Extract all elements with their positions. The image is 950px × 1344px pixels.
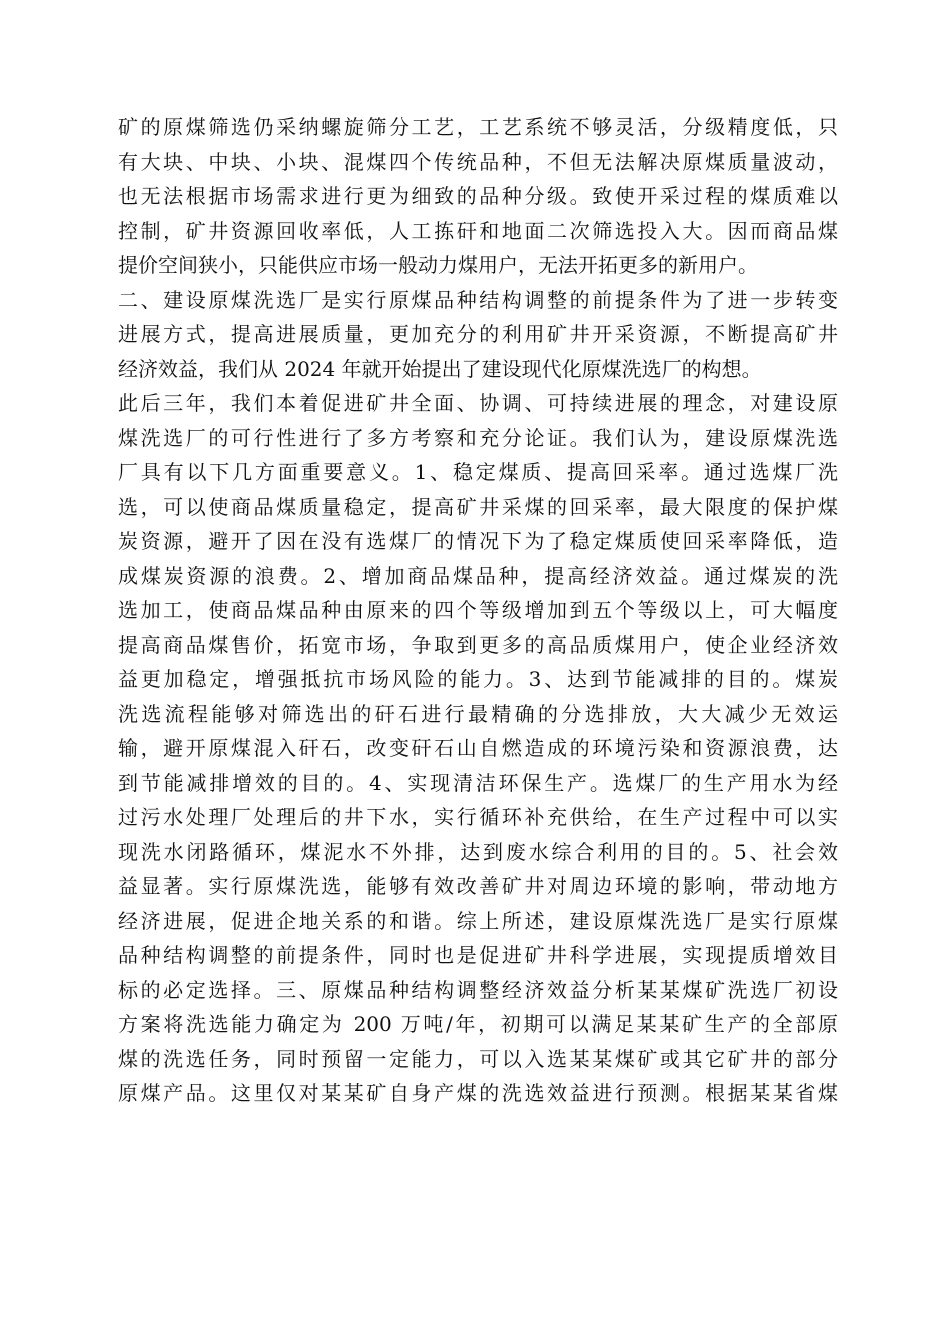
text-line: 选，可以使商品煤质量稳定，提高矿井采煤的回采率，最大限度的保护煤 <box>118 494 838 519</box>
document-body <box>118 110 838 1111</box>
text-line: 进展方式，提高进展质量，更加充分的利用矿井开采资源，不断提高矿井 <box>118 322 838 346</box>
text-line: 煤的洗选任务，同时预留一定能力，可以入选某某煤矿或其它矿井的部分 <box>118 1046 838 1071</box>
text-line: 品种结构调整的前提条件，同时也是促进矿井科学进展，实现提质增效目 <box>118 943 838 967</box>
text-line: 经济进展，促进企地关系的和谐。综上所述，建设原煤洗选厂是实行原煤 <box>118 908 838 933</box>
text-line: 过污水处理厂处理后的井下水，实行循环补充供给，在生产过程中可以实 <box>118 805 838 829</box>
text-line: 二、建设原煤洗选厂是实行原煤品种结构调整的前提条件为了进一步转变 <box>118 287 838 312</box>
text-line: 洗选流程能够对筛选出的矸石进行最精确的分选排放，大大减少无效运 <box>118 701 838 726</box>
text-line: 益更加稳定，增强抵抗市场风险的能力。3、达到节能减排的目的。煤炭 <box>118 667 838 691</box>
text-line: 提高商品煤售价，拓宽市场，争取到更多的高品质煤用户，使企业经济效 <box>118 632 838 657</box>
text-line: 原煤产品。这里仅对某某矿自身产煤的洗选效益进行预测。根据某某省煤 <box>118 1081 838 1105</box>
text-line: 益显著。实行原煤洗选，能够有效改善矿井对周边环境的影响，带动地方 <box>118 874 838 898</box>
text-line: 此后三年，我们本着促进矿井全面、协调、可持续进展的理念，对建设原 <box>118 391 838 415</box>
text-line: 现洗水闭路循环，煤泥水不外排，达到废水综合利用的目的。5、社会效 <box>118 839 838 864</box>
text-line: 方案将洗选能力确定为 200 万吨/年，初期可以满足某某矿生产的全部原 <box>118 1012 838 1036</box>
text-line: 到节能减排增效的目的。4、实现清洁环保生产。选煤厂的生产用水为经 <box>118 770 838 795</box>
text-line: 提价空间狭小，只能供应市场一般动力煤用户，无法开拓更多的新用户。 <box>118 253 758 277</box>
text-line: 炭资源，避开了因在没有选煤厂的情况下为了稳定煤质使回采率降低，造 <box>118 529 838 553</box>
text-line: 标的必定选择。三、原煤品种结构调整经济效益分析某某煤矿洗选厂初设 <box>118 977 838 1002</box>
text-line: 控制，矿井资源回收率低，人工拣矸和地面二次筛选投入大。因而商品煤 <box>118 218 838 243</box>
text-line: 有大块、中块、小块、混煤四个传统品种，不但无法解决原煤质量波动， <box>118 149 838 174</box>
text-line: 输，避开原煤混入矸石，改变矸石山自燃造成的环境污染和资源浪费，达 <box>118 736 838 760</box>
text-line: 煤洗选厂的可行性进行了多方考察和充分论证。我们认为，建设原煤洗选 <box>118 425 838 450</box>
text-line: 也无法根据市场需求进行更为细致的品种分级。致使开采过程的煤质难以 <box>118 184 838 208</box>
text-line: 经济效益，我们从 2024 年就开始提出了建设现代化原煤洗选厂的构想。 <box>118 356 762 381</box>
text-line: 成煤炭资源的浪费。2、增加商品煤品种，提高经济效益。通过煤炭的洗 <box>118 563 838 588</box>
text-line: 选加工，使商品煤品种由原来的四个等级增加到五个等级以上，可大幅度 <box>118 598 838 622</box>
text-line: 厂具有以下几方面重要意义。1、稳定煤质、提高回采率。通过选煤厂洗 <box>118 460 838 484</box>
text-line: 矿的原煤筛选仍采纳螺旋筛分工艺，工艺系统不够灵活，分级精度低，只 <box>118 115 838 139</box>
